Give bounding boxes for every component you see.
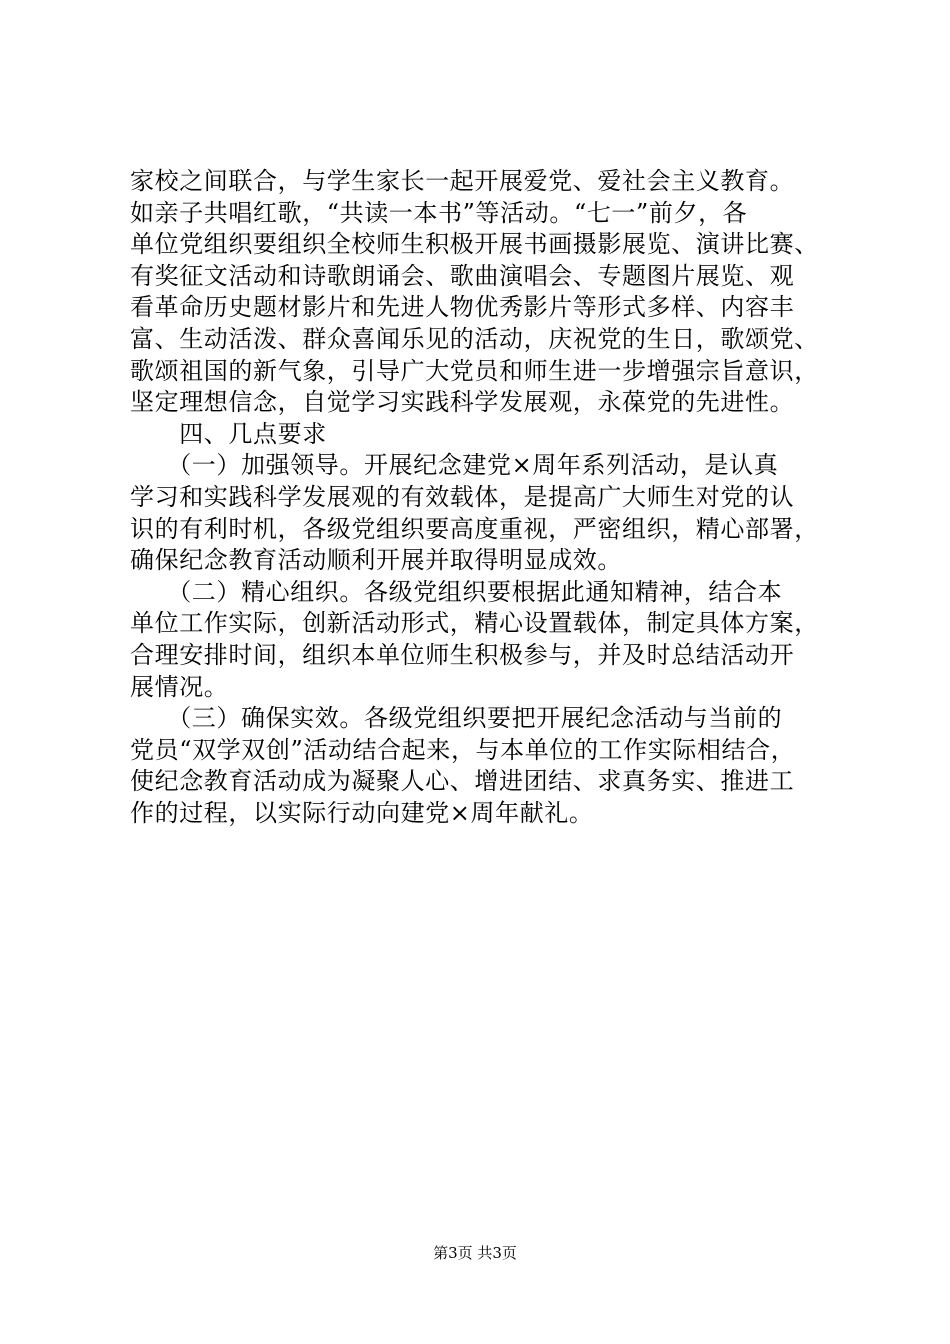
text-line: 歌颂祖国的新气象，引导广大党员和师生进一步增强宗旨意识， [130,356,819,385]
text-line: 使纪念教育活动成为凝聚人心、增进团结、求真务实、推进工 [130,767,795,796]
text-line: （二）精心组织。各级党组织要根据此通知精神，结合本 [130,577,783,606]
document-body [130,166,830,829]
text-line: 学习和实践科学发展观的有效载体，是提高广大师生对党的认 [130,482,795,511]
text-line: 如亲子共唱红歌，“共读一本书”等活动。“七一”前夕，各 [130,198,748,227]
text-line: 单位工作实际，创新活动形式，精心设置载体，制定具体方案， [130,609,819,638]
section-heading: 四、几点要求 [130,419,327,448]
text-line: （三）确保实效。各级党组织要把开展纪念活动与当前的 [130,704,783,733]
text-line: 党员“双学双创”活动结合起来，与本单位的工作实际相结合， [130,735,796,764]
text-line: 确保纪念教育活动顺利开展并取得明显成效。 [130,546,622,575]
text-line: （一）加强领导。开展纪念建党×周年系列活动，是认真 [130,451,779,480]
text-line: 作的过程，以实际行动向建党×周年献礼。 [130,798,594,827]
text-line: 富、生动活泼、群众喜闻乐见的活动，庆祝党的生日，歌颂党、 [130,324,819,353]
text-line: 有奖征文活动和诗歌朗诵会、歌曲演唱会、专题图片展览、观 [130,261,795,290]
text-line: 识的有利时机，各级党组织要高度重视，严密组织，精心部署， [130,514,819,543]
text-line: 看革命历史题材影片和先进人物优秀影片等形式多样、内容丰 [130,293,795,322]
page-footer: 第3页 共3页 [433,1244,517,1262]
text-line: 坚定理想信念，自觉学习实践科学发展观，永葆党的先进性。 [130,388,795,417]
text-line: 合理安排时间，组织本单位师生积极参与，并及时总结活动开 [130,640,795,669]
text-line: 展情况。 [130,672,229,701]
text-line: 家校之间联合，与学生家长一起开展爱党、爱社会主义教育。 [130,167,795,195]
text-line: 单位党组织要组织全校师生积极开展书画摄影展览、演讲比赛、 [130,230,819,259]
